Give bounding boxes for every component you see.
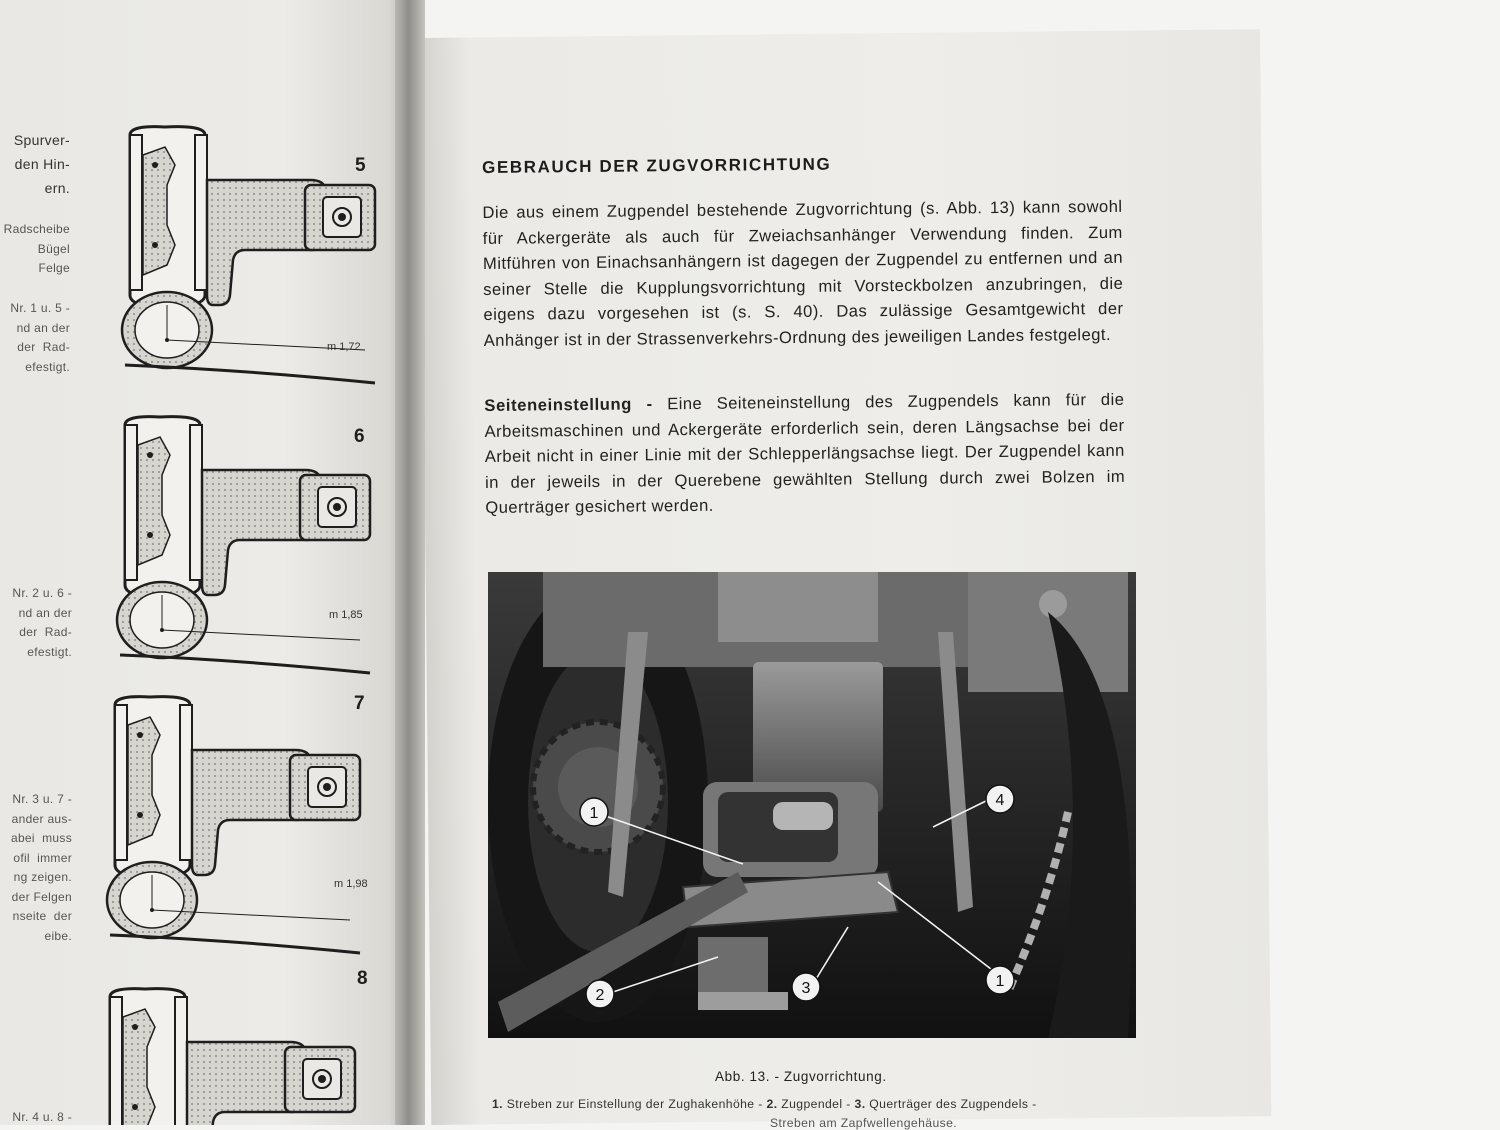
callout-4 — [986, 785, 1014, 813]
paragraph-side-adjustment-body: Eine Seiteneinstellung des Zugpendels kann für die Arbeitsmaschinen und Ackergeräte erforderlich sein, deren Längsachse bei der Arbeit nicht in einer Linie mit der Schlepperlängsachse liegt. Der Zugpendel kann in der jeweils in der Querebene gewählten Stellung durch zwei Bolzen im Querträger gesichert werden. — [484, 389, 1126, 517]
side-note-figure-8: Nr. 4 u. 8 - — [12, 1110, 72, 1124]
figure-5-track-width: m 1,72 — [327, 341, 361, 353]
figure-caption: Abb. 13. - Zugvorrichtung. — [715, 1069, 887, 1084]
legend-item-2: Zugpendel - — [777, 1097, 855, 1111]
side-note-wheel-parts: Radscheibe Bügel Felge — [3, 222, 70, 275]
svg-text:1: 1 — [995, 973, 1005, 990]
paragraph-side-adjustment — [484, 387, 1125, 521]
figure-legend-continued: Streben am Zapfwellengehäuse. — [770, 1116, 958, 1130]
callout-3 — [792, 973, 820, 1001]
legend-item-1: Streben zur Einstellung der Zughakenhöhe - — [502, 1097, 767, 1111]
figure-number-5: 5 — [355, 155, 366, 176]
legend-num-1: 1. — [492, 1097, 503, 1111]
svg-text:1: 1 — [589, 805, 599, 822]
paragraph-usage: Die aus einem Zugpendel bestehende Zugvorrichtung (s. Abb. 13) kann sowohl für Ackergeräte als auch für Zweiachsanhänger Verwendung finden. Zum Mitführen von Einachsanhängern ist dagegen der Zugpendel zu entfernen und an seiner Stelle die Kupplungsvorrichtung mit Vorsteckbolzen anzubringen, die eigens dazu vorgesehen ist (s. S. 40). Das zulässige Gesamtgewicht der Anhänger ist in der Strassenverkehrs-Ordnung des jeweiligen Landes festgelegt. — [482, 196, 1124, 350]
callout-1-upper — [580, 798, 608, 826]
svg-text:3: 3 — [801, 980, 811, 997]
side-note-figure-7: Nr. 3 u. 7 - ander aus- abei muss ofil immer ng zeigen. der Felgen nseite der eibe. — [10, 792, 72, 943]
svg-text:4: 4 — [995, 792, 1005, 809]
callout-2 — [586, 980, 614, 1008]
legend-num-3: 3. — [854, 1097, 866, 1111]
figure-6-track-width: m 1,85 — [329, 609, 363, 621]
callout-1-lower — [986, 966, 1014, 994]
section-heading: GEBRAUCH DER ZUGVORRICHTUNG — [481, 154, 832, 177]
side-note-track: Spurver- den Hin- ern. — [13, 132, 70, 196]
figure-number-8: 8 — [357, 968, 368, 989]
side-note-figure-5: Nr. 1 u. 5 - nd an der der Rad- efestigt. — [10, 301, 70, 374]
legend-num-2: 2. — [766, 1097, 778, 1111]
svg-text:2: 2 — [595, 987, 605, 1004]
figure-legend — [492, 1097, 1037, 1111]
drawbar-photo — [488, 572, 1136, 1038]
figure-number-6: 6 — [354, 426, 365, 447]
side-note-figure-6: Nr. 2 u. 6 - nd an der der Rad- efestigt. — [12, 586, 72, 659]
figure-number-7: 7 — [354, 693, 365, 714]
figure-7-track-width: m 1,98 — [334, 878, 368, 890]
paragraph-side-adjustment-lead: Seiteneinstellung - — [484, 394, 653, 415]
legend-item-3: Querträger des Zugpendels - — [865, 1097, 1037, 1111]
